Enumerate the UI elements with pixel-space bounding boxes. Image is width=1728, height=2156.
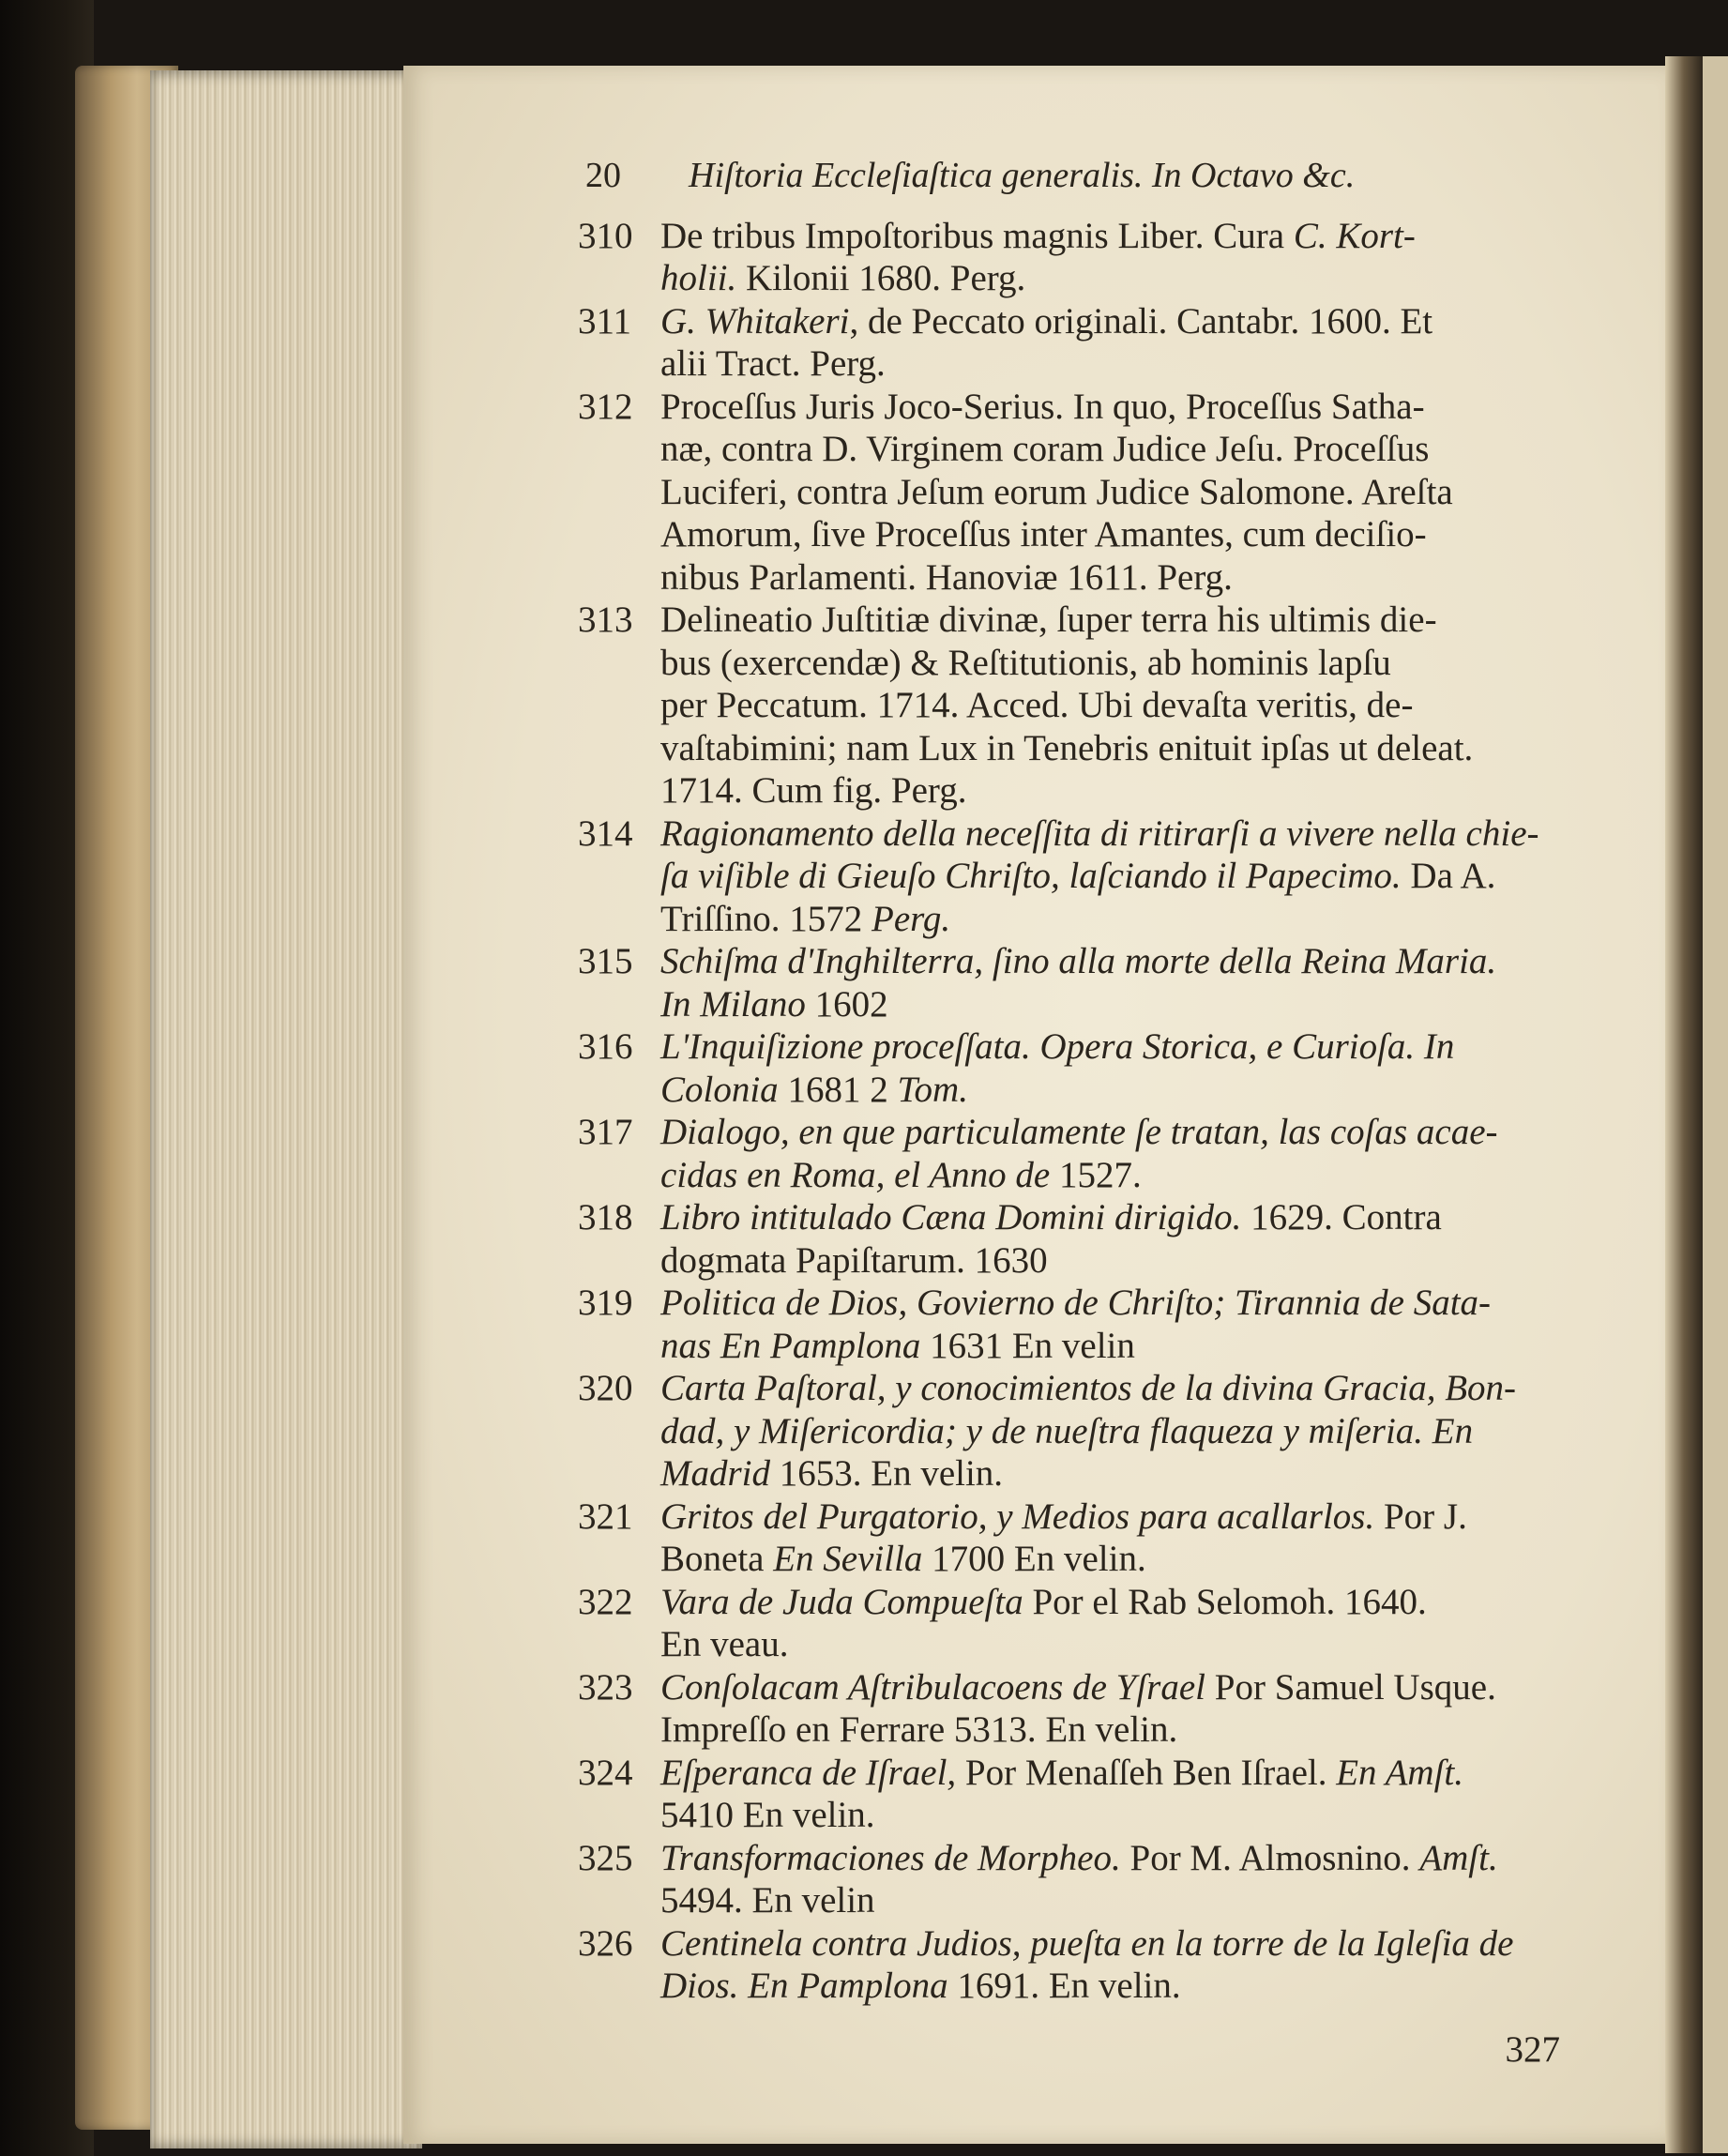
- page-number: 20: [585, 156, 621, 195]
- running-head-title: Hiſtoria Eccleſiaſtica generalis. In Octavo &c.: [689, 156, 1356, 195]
- entry-line: [660, 471, 1577, 514]
- entry-text: Da A.: [1401, 856, 1496, 896]
- entry-text: Centinela contra Judios, pueſta en la torre de la Igleſia de: [660, 1922, 1514, 1964]
- entry-line: [660, 215, 1577, 258]
- entry-text: Por J.: [1374, 1496, 1467, 1537]
- entry-number: 314: [578, 812, 633, 854]
- entry-text: Libro intitulado Cæna Domini dirigido.: [660, 1197, 1242, 1237]
- entry-text: 1629. Contra: [1241, 1197, 1442, 1237]
- entry-line: [660, 1069, 1577, 1112]
- entry-line: [660, 556, 1577, 600]
- entry-text: Dialogo, en que particulamente ſe tratan, las coſas acae-: [660, 1112, 1498, 1152]
- catalog-entry: [578, 300, 1577, 386]
- catalog-entry: [578, 1367, 1577, 1496]
- entry-text: holii.: [660, 258, 737, 298]
- catalog-entry: [578, 386, 1577, 600]
- entry-number: 319: [578, 1283, 633, 1323]
- catalog-entry: [578, 1111, 1577, 1196]
- entry-number: 316: [578, 1026, 633, 1067]
- entry-line: [660, 1154, 1577, 1197]
- entry-line: [660, 983, 1577, 1026]
- entry-text: Delineatio Juſtitiæ divinæ, ſuper terra his ultimis die-: [660, 600, 1437, 640]
- entry-line: [660, 386, 1577, 429]
- entry-text: Politica de Dios, Govierno de Chriſto; Tirannia de Sata-: [660, 1283, 1492, 1323]
- entry-line: [660, 1496, 1577, 1539]
- entry-text: In Milano: [660, 983, 806, 1025]
- entry-text: Dios. En Pamplona: [660, 1966, 948, 2006]
- entry-text: En Amſt.: [1336, 1752, 1463, 1793]
- entry-line: [660, 1581, 1577, 1624]
- entry-text: dogmata Papiſtarum. 1630: [660, 1239, 1048, 1281]
- catalog-entry: [578, 1837, 1577, 1922]
- entry-text: , de Peccato originali. Cantabr. 1600. Et: [849, 300, 1433, 342]
- entry-number: 315: [578, 941, 633, 981]
- entry-text: Kilonii 1680. Perg.: [736, 258, 1026, 298]
- entry-text: Schiſma d'Inghilterra, ſino alla morte della Reina Maria.: [660, 941, 1497, 981]
- entry-text: nibus Parlamenti. Hanoviæ 1611. Perg.: [660, 556, 1233, 598]
- entry-line: [660, 1922, 1577, 1966]
- entry-line: [660, 1025, 1577, 1069]
- entry-line: [660, 898, 1577, 941]
- entry-number: 326: [578, 1922, 633, 1964]
- entry-line: [660, 642, 1577, 685]
- entry-text: Boneta: [660, 1539, 774, 1579]
- entry-number: 322: [578, 1581, 633, 1622]
- entry-line: [660, 257, 1577, 300]
- entry-line: [660, 684, 1577, 727]
- entry-text: Proceſſus Juris Joco-Serius. In quo, Proceſſus Satha-: [660, 386, 1425, 427]
- catchword: 327: [1505, 2028, 1560, 2070]
- entry-text: Ragionamento della neceſſita di ritirarſi a vivere nella chie-: [660, 812, 1539, 854]
- entry-text: Transformaciones de Morpheo.: [660, 1837, 1121, 1878]
- entry-number: 320: [578, 1368, 633, 1408]
- catalog-entry: [578, 1581, 1577, 1666]
- catalog-entry: [578, 1922, 1577, 2008]
- entry-number: 324: [578, 1752, 633, 1793]
- page-text: [578, 155, 1577, 2071]
- entry-text: L'Inquiſizione proceſſata. Opera Storica, e Curioſa. In: [660, 1026, 1455, 1067]
- entry-line: [660, 599, 1577, 642]
- catalog-entry: [578, 940, 1577, 1025]
- entry-line: [660, 855, 1577, 898]
- entry-text: Carta Paſtoral, y conocimientos de la divina Gracia, Bon-: [660, 1368, 1517, 1408]
- entry-number: 310: [578, 215, 633, 256]
- entry-text: Colonia: [660, 1069, 779, 1110]
- catalog-entry: [578, 599, 1577, 812]
- entry-text: En Sevilla: [773, 1539, 923, 1579]
- entry-text: Amorum, ſive Proceſſus inter Amantes, cum deciſio-: [660, 514, 1427, 554]
- entry-line: [660, 1879, 1577, 1922]
- entry-line: [660, 1538, 1577, 1581]
- entry-line: [660, 1196, 1577, 1239]
- entry-number: 325: [578, 1837, 633, 1878]
- entry-text: bus (exercendæ) & Reſtitutionis, ab hominis lapſu: [660, 642, 1391, 683]
- entry-text: 5410 En velin.: [660, 1795, 875, 1835]
- entry-text: vaſtabimini; nam Lux in Tenebris enituit ipſas ut deleat.: [660, 727, 1474, 768]
- entry-line: [660, 513, 1577, 556]
- entry-text: En veau.: [660, 1624, 789, 1664]
- entry-line: [660, 1708, 1577, 1752]
- entry-number: 311: [578, 300, 632, 342]
- entry-line: [660, 1325, 1577, 1368]
- entry-text: 1681 2: [778, 1069, 898, 1110]
- entry-line: [660, 1794, 1577, 1837]
- entry-text: 1700 En velin.: [922, 1539, 1146, 1579]
- entry-text: cidas en Roma, el Anno de: [660, 1154, 1051, 1195]
- page-edges: [150, 70, 422, 2148]
- entry-text: 1691. En velin.: [947, 1966, 1181, 2006]
- entry-text: ſa viſible di Gieuſo Chriſto, laſciando il Papecimo.: [660, 856, 1402, 896]
- entry-text: Luciferi, contra Jeſum eorum Judice Salomone. Areſta: [660, 471, 1453, 512]
- entry-text: Por Samuel Usque.: [1205, 1666, 1496, 1708]
- entry-line: [660, 300, 1577, 343]
- catalog-entry: [578, 1496, 1577, 1581]
- entry-line: [660, 1410, 1577, 1453]
- entry-text: Por el Rab Selomoh. 1640.: [1023, 1581, 1427, 1622]
- entry-text: 5494. En velin: [660, 1880, 875, 1921]
- entry-line: [660, 1239, 1577, 1283]
- entry-text: Madrid: [660, 1453, 770, 1494]
- entry-line: [660, 812, 1577, 856]
- catalog-entry: [578, 215, 1577, 300]
- catalog-entry: [578, 1752, 1577, 1837]
- entry-text: Triſſino. 1572: [660, 898, 872, 939]
- entry-line: [660, 727, 1577, 770]
- entry-text: nas En Pamplona: [660, 1325, 921, 1366]
- entry-text: dad, y Miſericordia; y de nueſtra flaqueza y miſeria. En: [660, 1410, 1474, 1451]
- entry-text: alii Tract. Perg.: [660, 343, 886, 384]
- entry-line: [660, 769, 1577, 812]
- entry-text: Gritos del Purgatorio, y Medios para acallarlos.: [660, 1496, 1375, 1537]
- entry-text: Eſperanca de Iſrael,: [660, 1752, 957, 1793]
- entry-text: Por M. Almosnino.: [1120, 1837, 1420, 1878]
- entry-text: Por Menaſſeh Ben Iſrael.: [956, 1752, 1337, 1793]
- catalog-entry: [578, 1196, 1577, 1282]
- entry-text: De tribus Impoſtoribus magnis Liber. Cura: [660, 215, 1294, 256]
- running-head: [585, 155, 1577, 198]
- entry-line: [660, 1666, 1577, 1709]
- entry-line: [660, 940, 1577, 983]
- catalog-entry: [578, 1025, 1577, 1111]
- entry-text: Conſolacam Aſtribulacoens de Yſrael: [660, 1666, 1206, 1708]
- entry-number: 312: [578, 386, 633, 427]
- entry-text: Perg.: [872, 898, 951, 939]
- entry-number: 321: [578, 1496, 633, 1537]
- entry-line: [660, 1752, 1577, 1795]
- entry-line: [660, 428, 1577, 471]
- entry-line: [660, 1452, 1577, 1496]
- catalog-entries: [578, 215, 1577, 2008]
- page-gutter: [1665, 56, 1703, 2153]
- entry-number: 323: [578, 1666, 633, 1708]
- catalog-entry: [578, 1282, 1577, 1367]
- entry-text: næ, contra D. Virginem coram Judice Jeſu. Proceſſus: [660, 429, 1430, 469]
- entry-line: [660, 1623, 1577, 1666]
- entry-line: [660, 1965, 1577, 2008]
- entry-text: 1714. Cum fig. Perg.: [660, 770, 967, 811]
- entry-number: 313: [578, 600, 633, 640]
- entry-text: Tom.: [897, 1069, 968, 1110]
- entry-text: Vara de Juda Compueſta: [660, 1581, 1023, 1622]
- entry-text: G. Whitakeri: [660, 300, 850, 342]
- entry-text: Amſt.: [1419, 1837, 1498, 1878]
- entry-line: [660, 1367, 1577, 1410]
- facing-page-edge: [1703, 56, 1728, 2153]
- entry-text: C. Kort-: [1293, 215, 1416, 256]
- entry-text: Impreſſo en Ferrare 5313. En velin.: [660, 1709, 1178, 1750]
- entry-text: 1631 En velin: [920, 1325, 1135, 1366]
- entry-line: [660, 1282, 1577, 1325]
- entry-text: per Peccatum. 1714. Acced. Ubi devaſta veritis, de-: [660, 685, 1414, 725]
- entry-line: [660, 342, 1577, 386]
- entry-number: 317: [578, 1112, 633, 1152]
- entry-text: 1602: [805, 983, 888, 1025]
- entry-text: 1653. En velin.: [770, 1453, 1004, 1494]
- entry-line: [660, 1837, 1577, 1880]
- entry-line: [660, 1111, 1577, 1154]
- catalog-entry: [578, 812, 1577, 941]
- catalog-entry: [578, 1666, 1577, 1752]
- entry-text: 1527.: [1050, 1154, 1142, 1195]
- entry-number: 318: [578, 1197, 633, 1237]
